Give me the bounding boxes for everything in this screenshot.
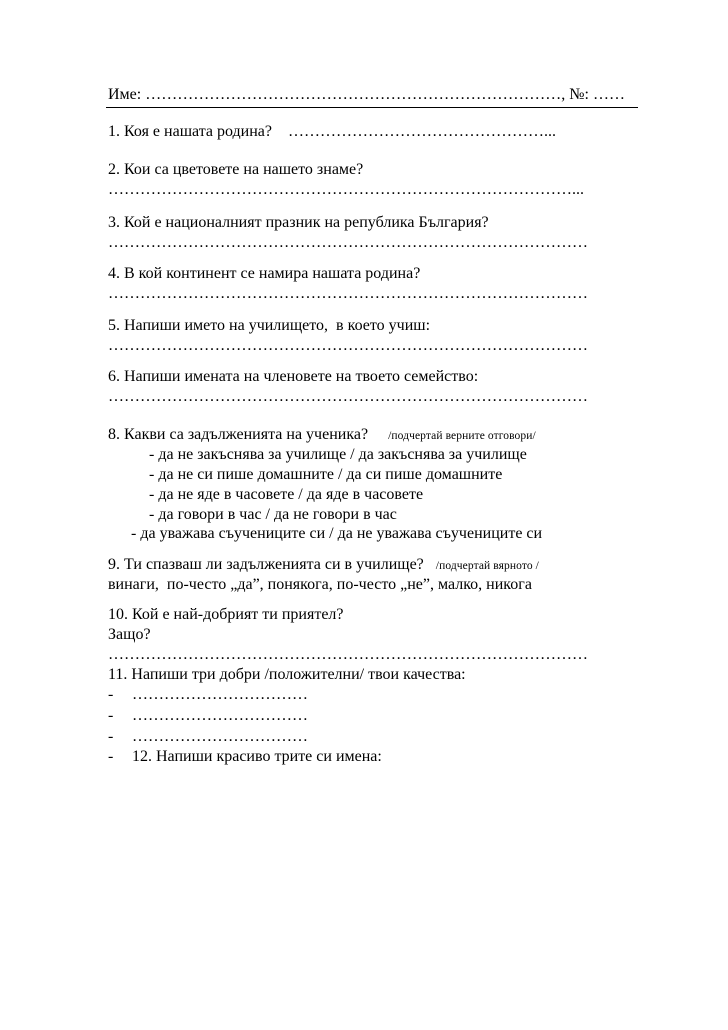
- question-12-text: 12. Напиши красиво трите си имена:: [132, 748, 382, 765]
- question-9-answers[interactable]: винаги, по-често „да”, понякога, по-често „не”, малко, никога: [108, 576, 532, 593]
- question-11: 11. Напиши три добри /положителни/ твои качества:: [108, 666, 466, 683]
- name-number-field[interactable]: Име: ……………………………………………………………………, №: ……: [108, 86, 625, 103]
- bullet-dash: -: [108, 728, 114, 745]
- question-12: [108, 747, 382, 767]
- bullet-dash: -: [108, 686, 114, 703]
- question-1[interactable]: 1. Коя е нашата родина? …………………………………………...: [108, 123, 556, 140]
- quality-blank-1[interactable]: ……………………………: [132, 686, 308, 703]
- quality-line-1[interactable]: [108, 685, 308, 705]
- question-4: 4. В кой континент се намира нашата родина?: [108, 265, 421, 282]
- answer-line-10[interactable]: ………………………………………………………………………………: [108, 646, 588, 663]
- bullet-dash: -: [108, 748, 114, 765]
- duty-option-2[interactable]: - да не си пише домашните / да си пише домашните: [149, 466, 503, 483]
- quality-blank-2[interactable]: ……………………………: [132, 707, 308, 724]
- duty-option-1[interactable]: - да не закъснява за училище / да закъснява за училище: [149, 446, 527, 463]
- question-2: 2. Кои са цветовете на нашето знаме?: [108, 161, 364, 178]
- duty-option-5[interactable]: - да уважава съучениците си / да не уважава съучениците си: [131, 525, 543, 542]
- question-5: 5. Напиши името на училището, в което учиш:: [108, 317, 431, 334]
- quality-line-2[interactable]: [108, 706, 308, 726]
- bullet-dash: -: [108, 707, 114, 724]
- question-8-note: /подчертай верните отговори/: [388, 430, 536, 442]
- question-3: 3. Кой е националният празник на република България?: [108, 214, 489, 231]
- header-underline: [106, 107, 638, 108]
- question-10-why: Защо?: [108, 626, 151, 643]
- answer-line-3[interactable]: ………………………………………………………………………………: [108, 234, 588, 251]
- answer-line-6[interactable]: ………………………………………………………………………………: [108, 388, 588, 405]
- duty-option-3[interactable]: - да не яде в часовете / да яде в часовете: [149, 486, 424, 503]
- duty-option-4[interactable]: - да говори в час / да не говори в час: [149, 506, 397, 523]
- question-10: 10. Кой е най-добрият ти приятел?: [108, 606, 344, 623]
- question-9-note: /подчертай вярното /: [435, 560, 539, 572]
- answer-line-4[interactable]: ………………………………………………………………………………: [108, 285, 588, 302]
- question-9: [108, 555, 539, 575]
- question-6: 6. Напиши имената на членовете на твоето семейство:: [108, 368, 479, 385]
- quality-blank-3[interactable]: ……………………………: [132, 728, 308, 745]
- answer-line-5[interactable]: ………………………………………………………………………………: [108, 337, 588, 354]
- quality-line-3[interactable]: [108, 727, 308, 747]
- question-9-text: 9. Ти спазваш ли задълженията си в училище?: [108, 556, 424, 573]
- answer-line-2[interactable]: ……………………………………………………………………………...: [108, 181, 584, 198]
- question-8-text: 8. Какви са задълженията на ученика?: [108, 426, 369, 443]
- question-8: [108, 425, 536, 445]
